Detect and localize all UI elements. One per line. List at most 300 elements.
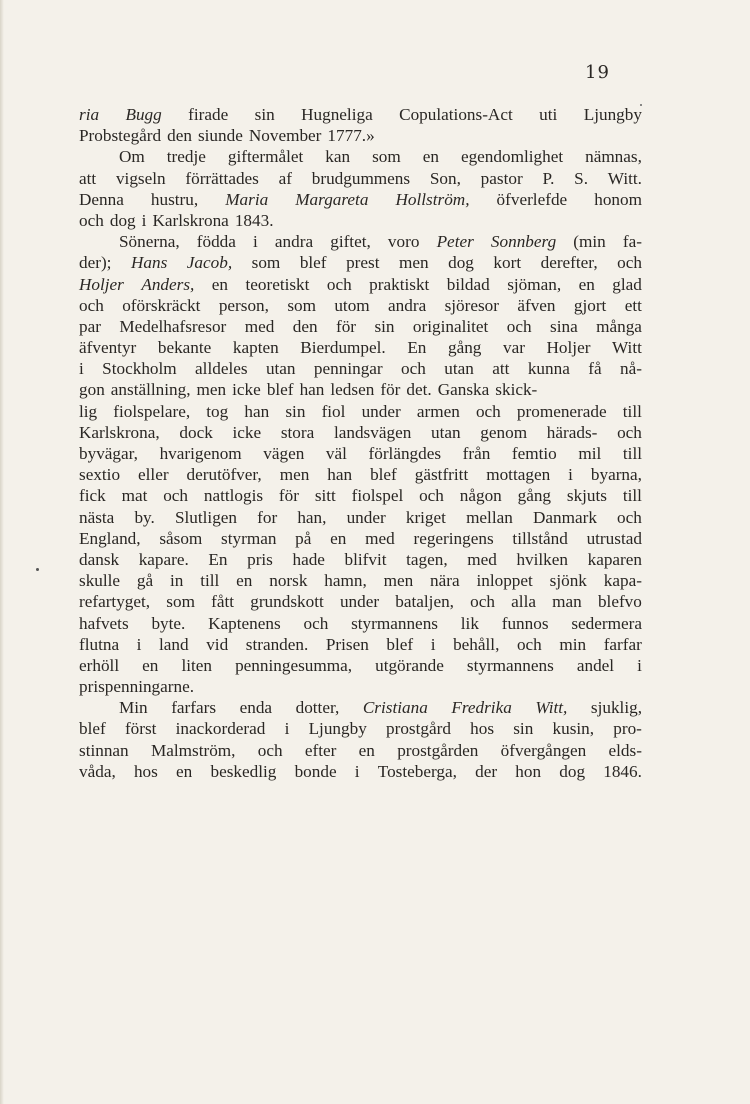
word: under <box>361 401 401 421</box>
word: blefvo <box>597 592 642 612</box>
word: En <box>208 549 228 569</box>
word: en <box>142 655 159 675</box>
word: prostgården <box>397 740 479 760</box>
word: 1846. <box>603 761 642 781</box>
word: 1843. <box>234 210 274 230</box>
word: en <box>236 571 253 591</box>
word: land <box>159 634 189 654</box>
italic-word: Fredrika <box>451 698 512 718</box>
word: med <box>365 528 395 548</box>
word: England, <box>79 528 141 548</box>
word: Witt. <box>607 168 642 188</box>
word: min <box>559 634 587 654</box>
word: farfar <box>603 634 642 654</box>
word: stranden. <box>245 634 309 654</box>
word: derefter, <box>540 253 598 273</box>
word: egendomlighet <box>460 147 564 167</box>
word: fiolspel <box>351 486 404 506</box>
word: och <box>617 507 642 527</box>
word: vid <box>206 634 229 654</box>
word: giftermålet <box>227 147 304 167</box>
word: för <box>278 486 299 506</box>
word: sjöman, <box>507 274 562 294</box>
word: sina <box>550 316 578 336</box>
word: sjöresor <box>444 295 499 315</box>
word: Om <box>119 147 145 167</box>
word: fick <box>79 486 106 506</box>
word: till <box>622 444 642 463</box>
word: bonde <box>294 761 337 781</box>
word: eller <box>138 465 169 485</box>
word: siunde <box>197 126 243 146</box>
text-line <box>79 549 642 570</box>
text-line <box>79 401 642 422</box>
word: En <box>407 338 427 358</box>
word: en <box>330 528 347 548</box>
word: mat <box>121 486 148 506</box>
word: kaparen <box>587 549 642 569</box>
word: den <box>292 316 318 336</box>
word: for <box>257 507 278 527</box>
word: hvarigenom <box>159 444 242 463</box>
text-line <box>79 295 642 316</box>
word: vägen <box>263 444 305 463</box>
word: penningar <box>313 359 383 379</box>
word: kunna <box>527 359 570 379</box>
word: och <box>419 486 444 506</box>
word: beskedlig <box>210 761 277 781</box>
word: in <box>169 571 184 591</box>
italic-word: Sonnberg <box>490 232 557 252</box>
word: Holjer <box>546 338 591 358</box>
word: nästa <box>79 507 115 527</box>
italic-word: Anders, <box>141 274 195 294</box>
word: Son, <box>429 168 461 188</box>
word: på <box>295 528 312 548</box>
word: han <box>244 401 270 421</box>
word: ledsen <box>330 380 375 400</box>
word: sjuklig, <box>590 698 642 718</box>
text-line <box>79 591 642 612</box>
word: våda, <box>79 761 116 781</box>
word: bildad <box>446 274 490 294</box>
word: giftet, <box>330 232 371 252</box>
word: väl <box>325 444 347 463</box>
word: penningesumma, <box>235 655 353 675</box>
word: Karlskrona <box>152 210 229 230</box>
word: men <box>383 571 414 591</box>
word: en <box>422 147 439 167</box>
word: till <box>622 486 642 506</box>
word: såsom <box>159 528 203 548</box>
italic-word: Maria <box>225 189 269 209</box>
word: Ljungby <box>308 719 367 739</box>
word: glad <box>612 274 642 294</box>
word: en <box>211 274 229 294</box>
word: i <box>284 719 290 739</box>
word: regeringens <box>413 528 494 548</box>
text-line <box>79 337 642 358</box>
word: nämnas, <box>585 147 642 167</box>
word: inackorderad <box>175 719 266 739</box>
text-line <box>79 443 642 464</box>
word: att <box>492 359 510 379</box>
word: farfars <box>171 698 217 718</box>
word: äfven <box>517 295 556 315</box>
word: behåll, <box>453 634 500 654</box>
word: brudgummens <box>311 168 411 188</box>
word: förrättades <box>185 168 259 188</box>
word: andra <box>274 232 314 252</box>
word: November <box>248 126 322 146</box>
word: styrmannens <box>466 655 554 675</box>
word: nå- <box>619 359 642 379</box>
word: honom <box>594 189 642 209</box>
word: Medelhafsresor <box>119 316 227 336</box>
word: gjort <box>573 295 607 315</box>
word: bekante <box>157 338 212 358</box>
text-line <box>79 613 642 634</box>
word: skick- <box>495 380 538 400</box>
word: i <box>637 655 642 675</box>
text-line <box>79 718 642 739</box>
word: Tosteberga, <box>377 761 457 781</box>
word: vigseln <box>115 168 166 188</box>
word: person, <box>218 295 269 315</box>
word: fa- <box>622 232 642 252</box>
word: en <box>176 761 193 781</box>
italic-word: Witt, <box>535 698 568 718</box>
word: (min <box>573 232 606 252</box>
binding-edge <box>0 0 4 1104</box>
word: kapten <box>232 338 279 358</box>
word: han <box>327 465 353 485</box>
word: Hugneliga <box>301 105 373 124</box>
word: Witt <box>612 338 642 358</box>
word: Min <box>119 698 148 718</box>
word: en <box>358 740 375 760</box>
word: och <box>326 274 352 294</box>
word: och <box>506 316 532 336</box>
word: sin <box>254 105 275 124</box>
text-line <box>79 379 642 400</box>
text-line <box>79 210 642 231</box>
word: oförskräckt <box>122 295 201 315</box>
word: kriget <box>405 507 446 527</box>
word: dotter, <box>295 698 340 718</box>
text-line <box>79 528 642 549</box>
word: i <box>430 634 436 654</box>
word: der <box>475 761 498 781</box>
text-line <box>79 676 642 697</box>
word: alldeles <box>195 359 248 379</box>
word: men <box>399 253 429 273</box>
word: till <box>622 401 642 421</box>
word: pastor <box>480 168 523 188</box>
word: pris <box>247 549 273 569</box>
word: prostgård <box>386 719 451 739</box>
word: som <box>372 147 401 167</box>
word: Karlskrona, <box>79 422 160 442</box>
word: öfvergången <box>500 740 587 760</box>
word: gå <box>136 571 154 591</box>
word: hos <box>470 719 495 739</box>
word: Danmark <box>532 507 597 527</box>
word: nattlogis <box>203 486 264 506</box>
text-line <box>79 655 642 676</box>
word: dog <box>559 761 586 781</box>
word: tillstånd <box>512 528 568 548</box>
word: födda <box>196 232 236 252</box>
word: sitt <box>314 486 336 506</box>
word: utgörande <box>375 655 444 675</box>
italic-word: ria <box>79 105 100 124</box>
word: firade <box>188 105 229 124</box>
word: hamn, <box>324 571 367 591</box>
word: sjönk <box>549 571 587 591</box>
word: liten <box>181 655 213 675</box>
word: prest <box>346 253 380 273</box>
word: hafvets <box>79 613 129 633</box>
word: enda <box>239 698 273 718</box>
word: voro <box>387 232 420 252</box>
word: och <box>475 401 501 421</box>
word: icke <box>232 380 261 400</box>
word: anställning, <box>110 380 191 400</box>
text-line <box>79 358 642 379</box>
word: och <box>303 613 329 633</box>
word: blef <box>299 253 327 273</box>
word: kort <box>493 253 522 273</box>
page-number: 19 <box>585 62 610 83</box>
word: funnos <box>501 613 549 633</box>
word: af <box>278 168 292 188</box>
word: som <box>287 295 316 315</box>
word: först <box>124 719 157 739</box>
text-line <box>79 422 642 443</box>
word: förlängdes <box>368 444 442 463</box>
word: sin <box>513 719 534 739</box>
word: promenerade <box>516 401 607 421</box>
word: dog <box>109 210 136 230</box>
word: fått <box>211 592 235 612</box>
word: tog <box>206 401 229 421</box>
word: P. <box>542 168 555 188</box>
text-line <box>79 740 642 761</box>
word: han, <box>297 507 327 527</box>
word: blef <box>79 719 106 739</box>
word: byte. <box>151 613 186 633</box>
word: som <box>251 253 281 273</box>
word: mottagen <box>486 465 551 485</box>
italic-word: Margareta <box>295 189 369 209</box>
word: styrmannens <box>351 613 438 633</box>
word: by. <box>134 507 155 527</box>
word: och <box>617 422 642 442</box>
word: och <box>79 295 104 315</box>
word: blef <box>266 380 294 400</box>
word: någon <box>459 486 502 506</box>
text-line <box>79 231 642 252</box>
word: tagen, <box>406 549 448 569</box>
word: kapa- <box>603 571 642 591</box>
word: i <box>141 210 147 230</box>
word: byvägar, <box>79 444 138 463</box>
word: Kaptenens <box>208 613 281 633</box>
text-line <box>79 761 642 782</box>
word: sedermera <box>571 613 642 633</box>
margin-mark <box>36 568 39 571</box>
word: derutöfver, <box>186 465 262 485</box>
word: fiolspelare, <box>113 401 191 421</box>
word: skjuts <box>566 486 607 506</box>
word: och <box>79 210 104 230</box>
text-line <box>79 168 642 189</box>
word: inloppet <box>476 571 533 591</box>
word: gon <box>79 380 105 400</box>
word: var <box>502 338 525 358</box>
word: mil <box>578 444 602 463</box>
word: alla <box>511 592 536 612</box>
italic-word: Holjer <box>79 274 124 294</box>
word: dansk <box>79 549 120 569</box>
word: andra <box>388 295 427 315</box>
word: genom <box>480 422 528 442</box>
word: hon <box>515 761 542 781</box>
word: Slutligen <box>174 507 238 527</box>
word: flutna <box>79 634 120 654</box>
word: kapare. <box>138 549 189 569</box>
word: gästfritt <box>414 465 469 485</box>
word: der); <box>79 253 112 273</box>
word: för <box>380 380 401 400</box>
word: prispenningarne. <box>79 677 195 697</box>
text-line <box>79 464 642 485</box>
word: sin <box>374 316 395 336</box>
word: Malmström, <box>150 740 236 760</box>
word: stinnan <box>79 740 129 760</box>
word: tredje <box>166 147 206 167</box>
word: och <box>617 253 642 273</box>
word: hustru, <box>150 189 199 209</box>
word: Ljungby <box>583 105 642 124</box>
word: uti <box>539 105 558 124</box>
word: till <box>200 571 220 591</box>
word: mellan <box>466 507 513 527</box>
word: lig <box>79 401 98 421</box>
word: Denna <box>79 189 124 209</box>
word: med <box>244 316 275 336</box>
word: kan <box>325 147 351 167</box>
word: sextio <box>79 465 121 485</box>
word: ett <box>624 295 642 315</box>
text-line <box>79 507 642 528</box>
word: Sönerna, <box>119 232 180 252</box>
word: sin <box>285 401 306 421</box>
word: få <box>588 359 602 379</box>
italic-word: Hans <box>130 253 168 273</box>
word: byarna, <box>590 465 642 485</box>
word: med <box>467 549 497 569</box>
word: äfventyr <box>79 338 137 358</box>
word: lik <box>460 613 479 633</box>
text-line <box>79 316 642 337</box>
word: icke <box>232 422 262 442</box>
word: under <box>339 592 380 612</box>
word: dock <box>179 422 213 442</box>
italic-word: Bugg <box>125 105 162 124</box>
word: originalitet <box>412 316 489 336</box>
word: att <box>79 168 97 188</box>
word: kusin, <box>552 719 595 739</box>
italic-word: Hollström, <box>395 189 470 209</box>
text-line <box>79 146 642 167</box>
word: blef <box>370 465 397 485</box>
italic-word: Jacob, <box>186 253 233 273</box>
word: skulle <box>79 571 121 591</box>
word: gång <box>447 338 482 358</box>
word: utan <box>431 422 461 442</box>
word: han <box>299 380 325 400</box>
word: från <box>462 444 491 463</box>
word: blifvit <box>344 549 387 569</box>
word: och <box>516 634 542 654</box>
word: 1777.» <box>327 126 375 146</box>
word: men <box>279 465 310 485</box>
word: Bierdumpel. <box>300 338 386 358</box>
word: för <box>335 316 357 336</box>
text-line <box>79 274 642 295</box>
text-line <box>79 125 642 146</box>
word: i <box>253 232 258 252</box>
word: härads- <box>546 422 598 442</box>
word: Stockholm <box>102 359 177 379</box>
word: erhöll <box>79 655 120 675</box>
word: den <box>167 126 192 146</box>
word: utrustad <box>586 528 642 548</box>
word: armen <box>416 401 460 421</box>
word: styrman <box>221 528 277 548</box>
word: landsvägen <box>333 422 412 442</box>
word: under <box>346 507 386 527</box>
text-line <box>79 485 642 506</box>
text-line <box>79 697 642 718</box>
word: Probstegård <box>79 126 162 146</box>
word: Prisen <box>325 634 369 654</box>
word: andel <box>576 655 615 675</box>
word: nära <box>430 571 460 591</box>
italic-word: Cristiana <box>362 698 428 718</box>
word: hvilken <box>516 549 568 569</box>
word: stora <box>280 422 315 442</box>
word: gång <box>517 486 552 506</box>
word: i <box>136 634 142 654</box>
word: pro- <box>613 719 642 739</box>
word: och <box>257 740 283 760</box>
word: utan <box>444 359 474 379</box>
word: och <box>470 592 495 612</box>
word: och <box>401 359 426 379</box>
word: refartyget, <box>79 592 151 612</box>
word: hos <box>133 761 158 781</box>
word: i <box>568 465 573 485</box>
word: bataljen, <box>395 592 454 612</box>
word: en <box>578 274 595 294</box>
word: S. <box>574 168 589 188</box>
word: som <box>166 592 195 612</box>
word: öfverlefde <box>496 189 568 209</box>
body-text <box>79 104 642 782</box>
